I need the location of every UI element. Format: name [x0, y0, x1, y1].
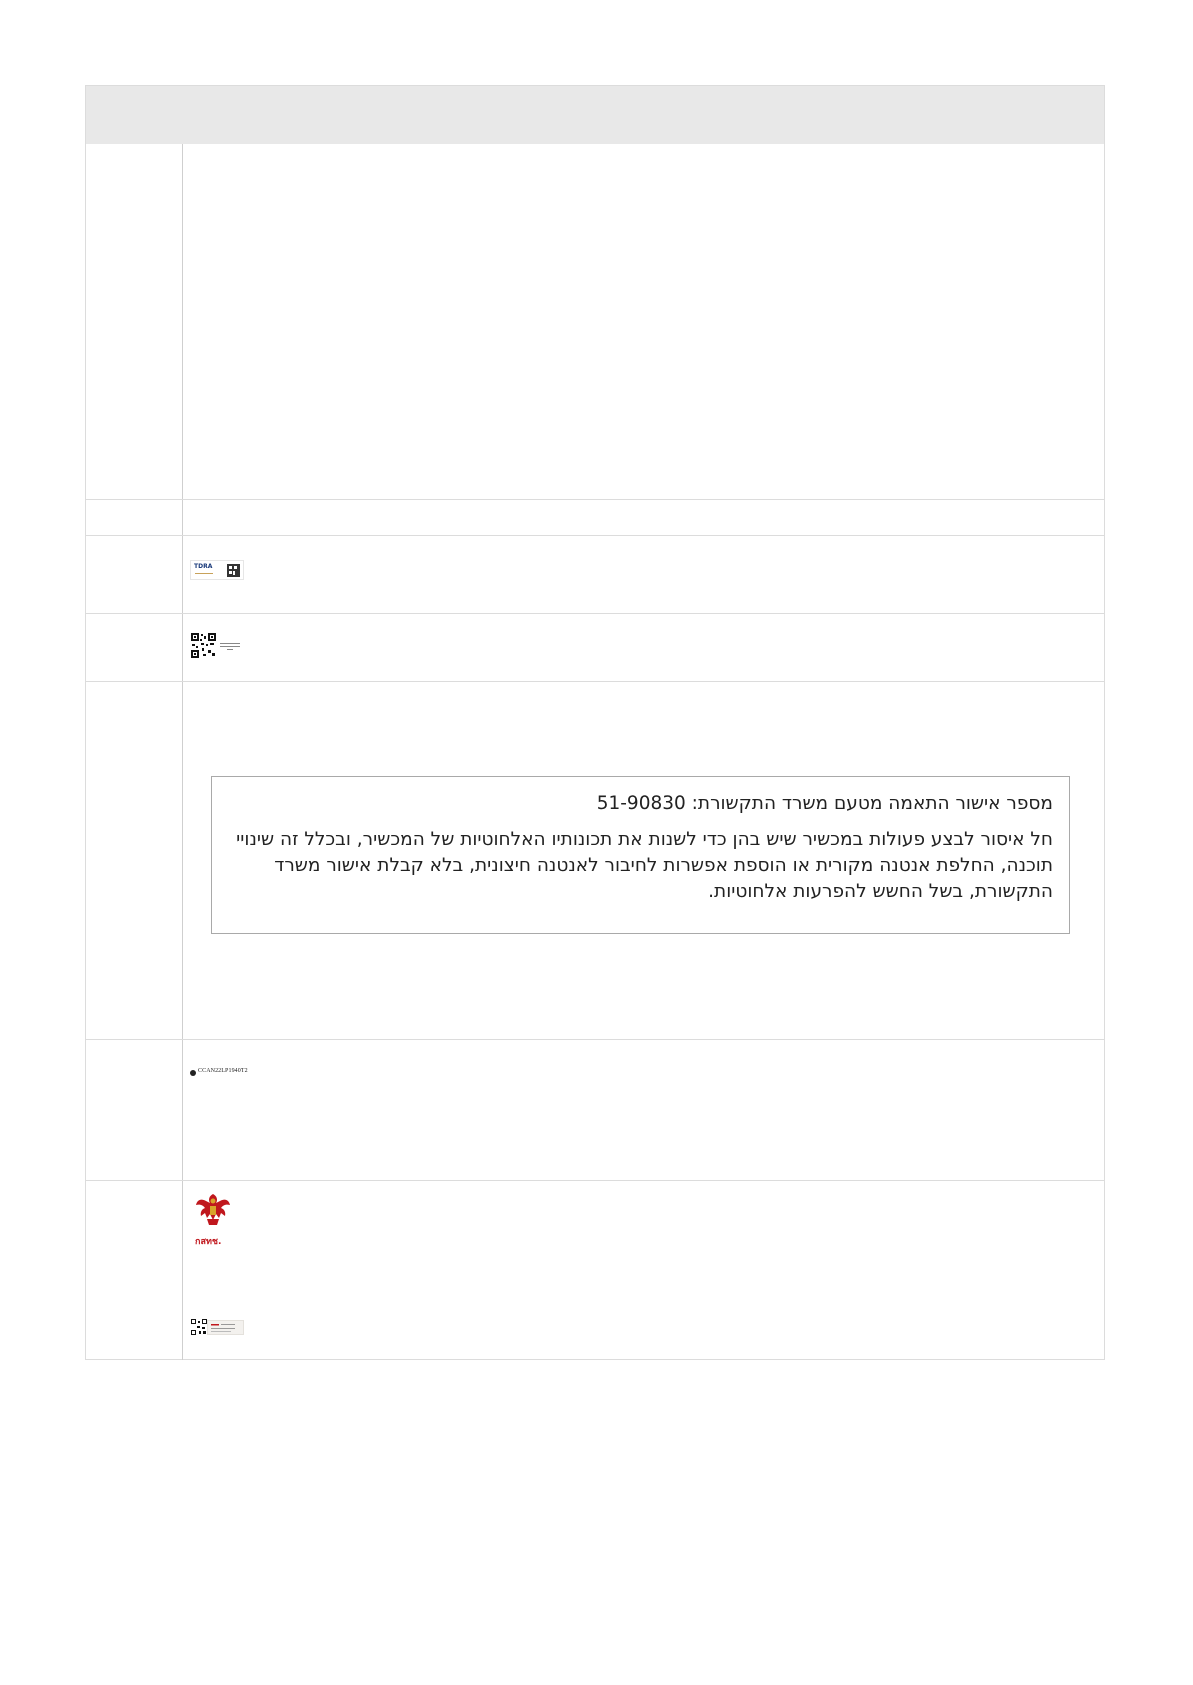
column-divider [182, 144, 183, 1360]
thai-garuda-emblem-icon [195, 1192, 231, 1234]
row-separator [86, 681, 1104, 682]
row-separator [86, 535, 1104, 536]
qr-code-icon [191, 633, 243, 659]
tdra-mini-qr-icon [191, 561, 245, 581]
ntbc-badge-lines [208, 1321, 245, 1336]
tdra-logo-text: TDRA [194, 563, 213, 570]
thai-qr-code-icon [191, 1319, 207, 1335]
row-separator [86, 613, 1104, 614]
regulatory-table [85, 85, 1105, 1360]
row-separator [86, 1180, 1104, 1181]
row-separator [86, 499, 1104, 500]
ntbc-compliance-badge [207, 1320, 244, 1335]
thai-regulator-mark: กสทช. [195, 1237, 222, 1247]
compliance-dot-icon [190, 1070, 196, 1076]
notice-body: חל איסור לבצע פעולות במכשיר שיש בהן כדי לשנות את תכונותיו האלחוטיות של המכשיר, ובכלל זה שינויי תוכנה, החלפת אנטנה מקורית או הוספת אפשרות לחיבור לאנטנה חיצונית, בלא קבלת אישור משרד התקשורת, בשל החשש להפרעות אלחוטיות. [236, 829, 1053, 902]
certificate-code: CCAN22LP1940T2 [198, 1068, 248, 1074]
tdra-logo-icon [190, 560, 244, 580]
notice-title: מספר אישור התאמה מטעם משרד התקשורת: 51-90830 [596, 793, 1053, 814]
table-header-row [86, 86, 1104, 144]
row-separator [86, 1039, 1104, 1040]
israel-compliance-notice [211, 776, 1070, 934]
